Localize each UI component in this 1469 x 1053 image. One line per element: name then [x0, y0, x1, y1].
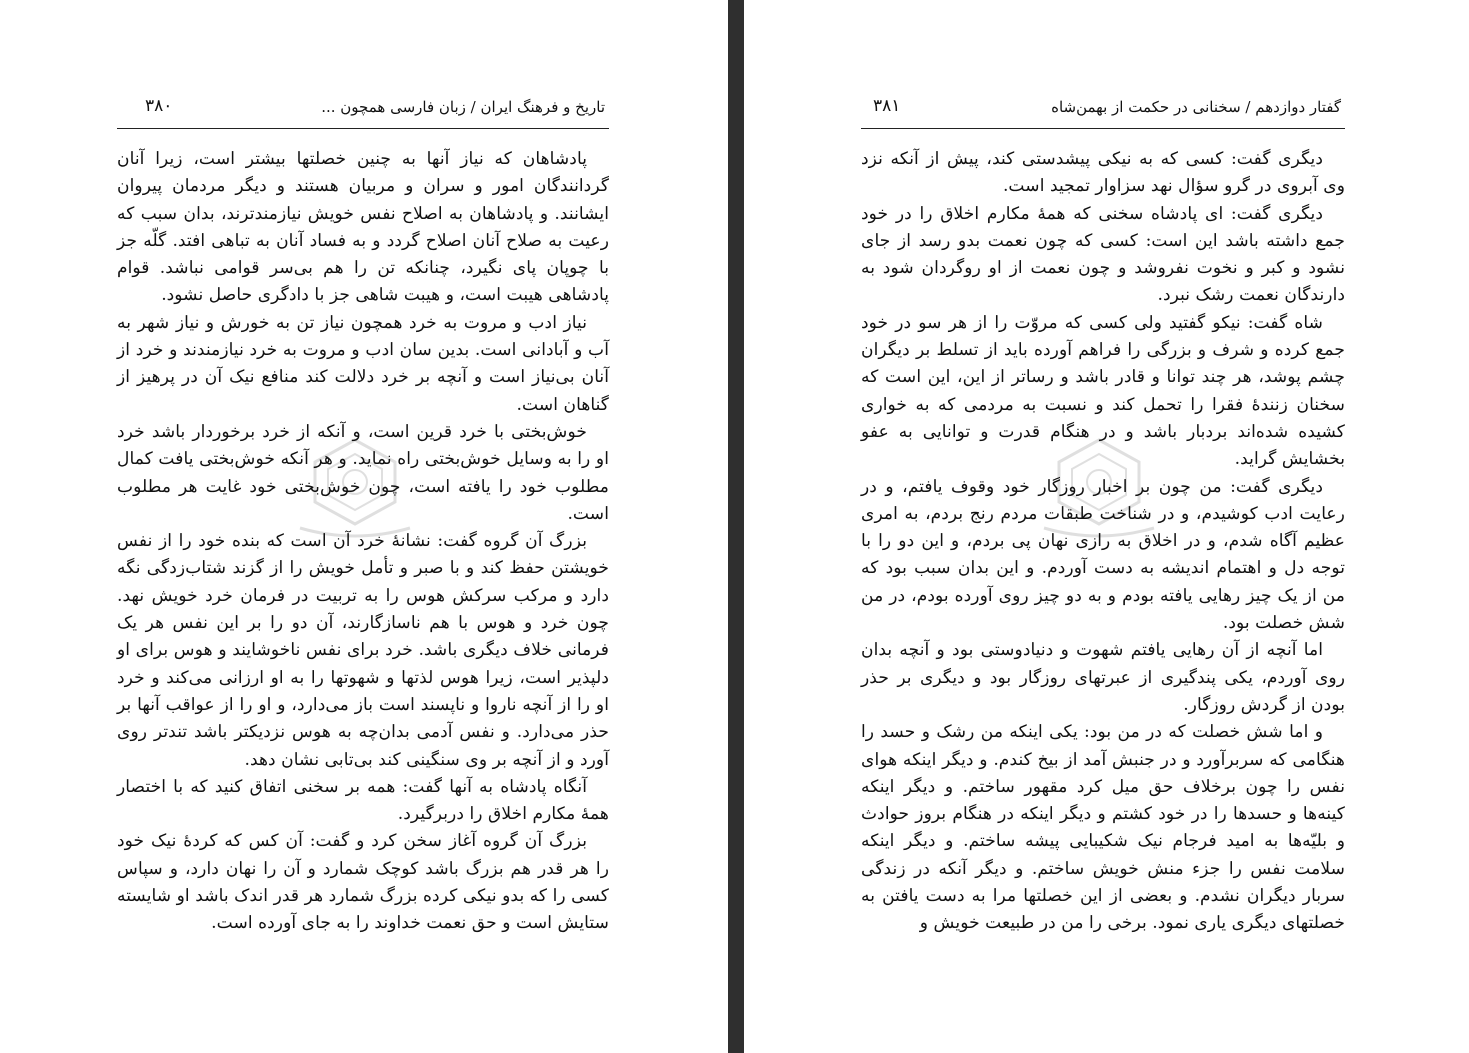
paragraph: دیگری گفت: من چون بر اخبار روزگار خود وقوف یافتم، و در رعایت ادب کوشیدم، و در شناخت طبقات مردم رنج بردم، به امری عظیم آگاه شدم، و در اخلاق به رازی نهان پی بردم، و این دو را با توجه دل و اهتمام اندیشه به دست آوردم. و این بدان سبب بود که من از یک چیز رهایی یافته بودم و به دو چیز روی آورده بودم، در من شش خصلت بود.: [861, 476, 1345, 634]
right-running-title: گفتار دوازدهم / سخنانی در حکمت از بهمن‌شاه: [1051, 98, 1341, 116]
paragraph: دیگری گفت: کسی که به نیکی پیشدستی کند، پیش از آنکه نزد وی آبروی در گرو سؤال نهد سزاوار تمجید است.: [861, 149, 1345, 197]
right-page-header: [861, 90, 1345, 129]
right-page-body: [861, 146, 1345, 938]
left-page: [0, 0, 728, 1053]
left-page-body: [117, 146, 609, 938]
book-spine: [728, 0, 744, 1053]
paragraph: نیاز ادب و مروت به خرد همچون نیاز تن به خورش و نیاز شهر به آب و آبادانی است. بدین سان ادب و مروت به خرد نیازمندند و خرد از آنان بی‌نیاز است و آنچه بر خرد دلالت کند منافع نیک آن در پرهیز از گناهان است.: [117, 312, 609, 415]
paragraph: و اما شش خصلت که در من بود: یکی اینکه من رشک و حسد را هنگامی که سربرآورد و در جنبش آمد از بیخ کندم. و دیگر اینکه هوای نفس را چون برخلاف حق میل کرد مقهور ساختم. و دیگر اینکه کینه‌ها و حسدها را در خود کشتم و دیگر اینکه در هنگام بروز حوادث و بلیّه‌ها به امید فرجام نیک شکیبایی پیشه ساختم. و دیگر اینکه سلامت نفس را جزء منش خویش ساختم. و دیگر آنکه در زندگی سربار دیگران نشدم. و بعضی از این خصلتها مرا به دست یافتن به خصلتهای دیگری یاری نمود. برخی را من در طبیعت خویش و: [861, 722, 1345, 934]
paragraph: بزرگ آن گروه گفت: نشانهٔ خرد آن است که بنده خود را از نفس خویشتن حفظ کند و با صبر و تأمل خویش را از گزند شتاب‌زدگی نگه دارد و مرکب سرکش هوس را به تربیت در فرمان خرد خویش نهد. چون خرد و هوس با هم ناسازگارند، آن دو را بر این نفس هر یک فرمانی خلاف دیگری باشد. خرد برای نفس ناخوشایند و هوس برای او دلپذیر است، زیرا هوس لذتها و شهوتها را به او ارزانی می‌کند و خرد او را از آنچه ناروا و ناپسند است باز می‌دارد، و او را از عواقب آنها بر حذر می‌دارد. و نفس آدمی بدان‌چه به هوس نزدیکتر باشد تندتر روی آورد و از آنچه بر وی سنگینی کند بی‌تابی نشان دهد.: [117, 531, 609, 770]
paragraph: خوش‌بختی با خرد قرین است، و آنکه از خرد برخوردار باشد خرد او را به وسایل خوش‌بختی راه نماید. و هر آنکه خوش‌بختی یافت کمال مطلوب خود را یافته است، چون خوش‌بختی خود غایت هر مطلوب است.: [117, 421, 609, 524]
paragraph: اما آنچه از آن رهایی یافتم شهوت و دنیادوستی بود و آنچه بدان روی آوردم، یکی پندگیری از عبرتهای روزگار بود و دیگری بر حذر بودن از گردش روزگار.: [861, 640, 1345, 715]
paragraph: آنگاه پادشاه به آنها گفت: همه بر سخنی اتفاق کنید که با اختصار همهٔ مکارم اخلاق را دربرگیرد.: [117, 776, 609, 825]
paragraph: دیگری گفت: ای پادشاه سخنی که همهٔ مکارم اخلاق را در خود جمع داشته باشد این است: کسی که چون نعمت بدو رسد از جای نشود و کبر و نخوت نفروشد و چون نعمت از او روگردان شود به دارندگان نعمت رشک نبرد.: [861, 203, 1345, 306]
paragraph: شاه گفت: نیکو گفتید ولی کسی که مروّت را از هر سو در خود جمع کرده و شرف و بزرگی را فراهم آورده باید از تسلط بر دیگران چشم پوشد، هر چند توانا و قادر باشد و رساتر از این، این است که سخنان زنندهٔ فقرا را تحمل کند و نسبت به مردمی که به خواری کشیده شده‌اند بردبار باشد و در هنگام قدرت و توانایی به عفو بخشایش گراید.: [861, 312, 1345, 470]
paragraph: بزرگ آن گروه آغاز سخن کرد و گفت: آن کس که کردهٔ نیک خود را هر قدر هم بزرگ باشد کوچک شمارد و آن را نهان دارد، و سپاس کسی را که بدو نیکی کرده بزرگ شمارد هر قدر اندک باشد او شایسته ستایش است و حق نعمت خداوند را به جای آورده است.: [117, 831, 609, 934]
right-page: [744, 0, 1469, 1053]
paragraph: پادشاهان که نیاز آنها به چنین خصلتها بیشتر است، زیرا آنان گردانندگان امور و سران و مربیان هستند و دیگر مردمان پیروان ایشانند. و پادشاهان به اصلاح نفس خویش نیازمندترند، بدان سبب که رعیت به صلاح آنان اصلاح گردد و به فساد آنان به تباهی افتد. گلّه جز با چوپان پای نگیرد، چنانکه تن را هم بی‌سر قوامی نباشد. قوام پادشاهی هیبت است، و هیبت شاهی جز با دادگری حاصل نشود.: [117, 149, 609, 306]
right-page-number: ۳۸۱: [873, 96, 901, 116]
left-running-title: تاریخ و فرهنگ ایران / زبان فارسی همچون ...: [321, 98, 605, 116]
left-page-header: [117, 90, 609, 129]
left-page-number: ۳۸۰: [145, 96, 173, 116]
